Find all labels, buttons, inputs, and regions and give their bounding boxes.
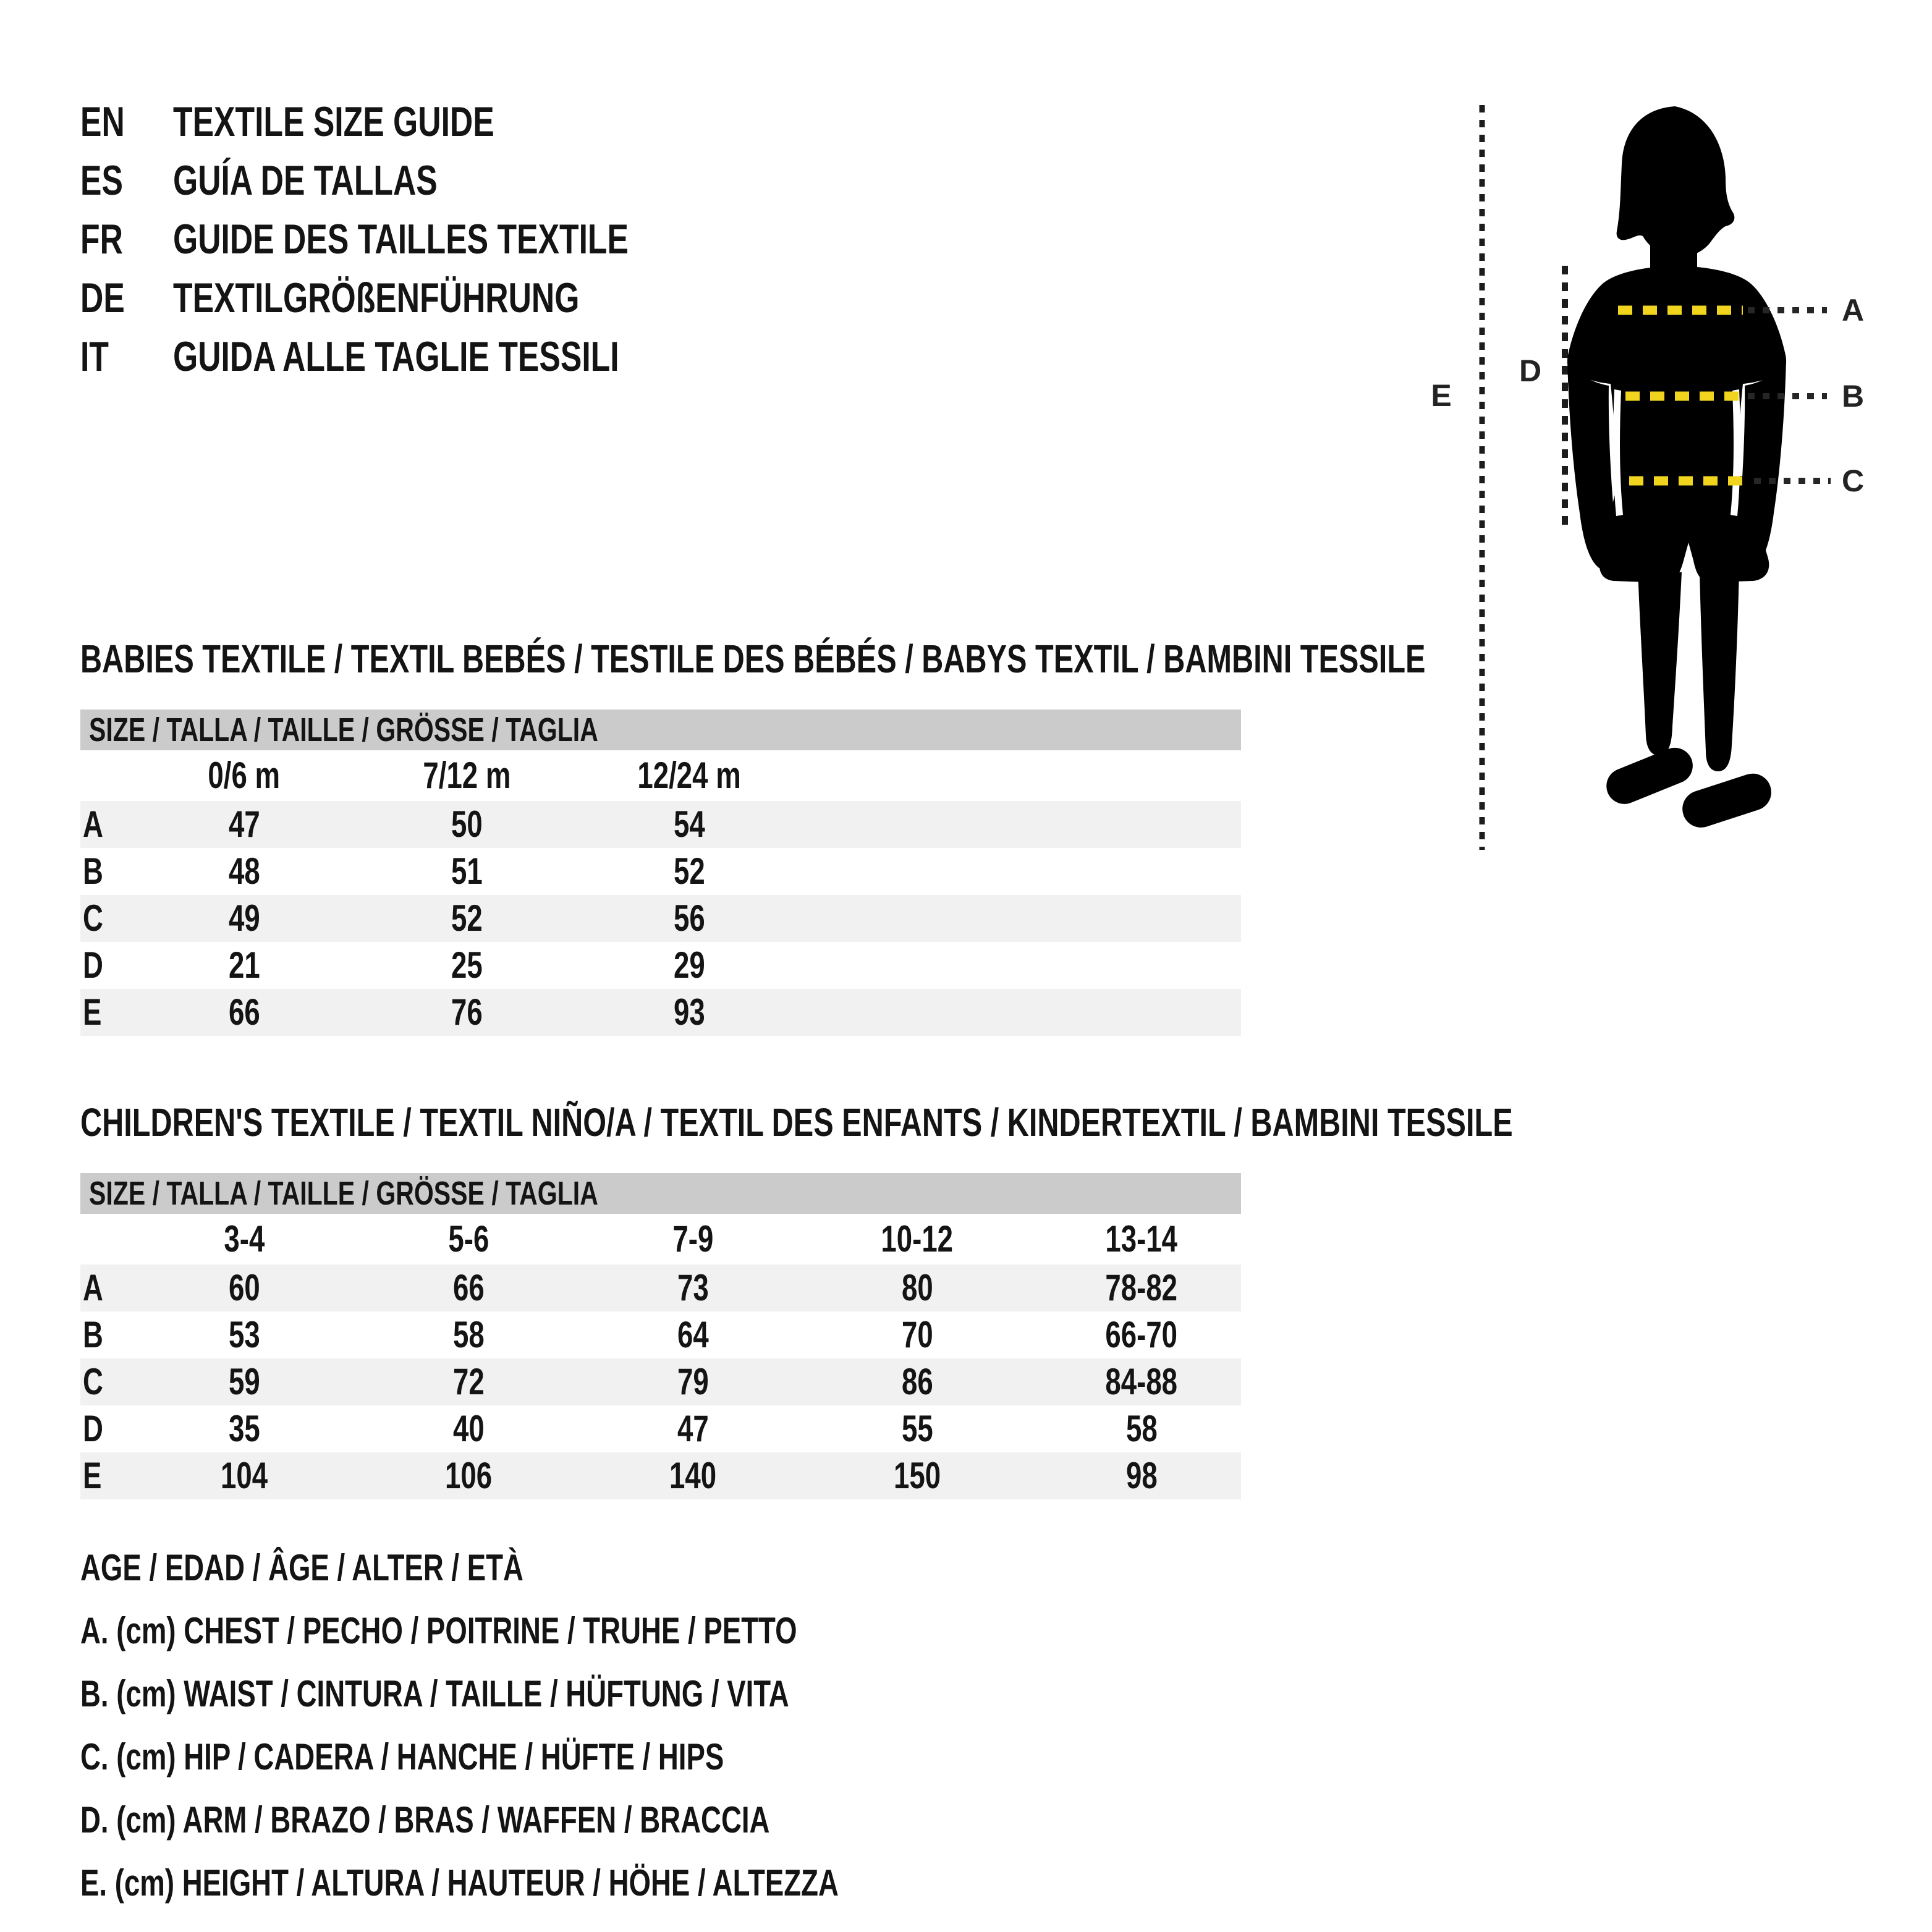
table-cell: 47 <box>228 803 260 845</box>
babies-size-header-band: SIZE / TALLA / TAILLE / GRÖSSE / TAGLIA <box>80 710 1241 750</box>
babies-table <box>80 750 1241 1036</box>
table-cell: 78-82 <box>1105 1267 1178 1308</box>
table-row <box>80 942 1241 989</box>
language-title-fr: GUIDE DES TAILLES TEXTILE <box>173 216 629 263</box>
table-cell: 66 <box>228 991 260 1033</box>
legend-line-chest: A. (cm) CHEST / PECHO / POITRINE / TRUHE / PETTO <box>80 1610 797 1651</box>
children-section-title: CHILDREN'S TEXTILE / TEXTIL NIÑO/A / TEXTIL DES ENFANTS / KINDERTEXTIL / BAMBINI TESSILE <box>80 1100 1513 1145</box>
marker-c-label: C <box>1842 464 1865 498</box>
marker-d-label: D <box>1519 354 1542 388</box>
legend-line-arm: D. (cm) ARM / BRAZO / BRAS / WAFFEN / BRACCIA <box>80 1799 770 1841</box>
table-row <box>80 989 1241 1036</box>
children-size-header-band: SIZE / TALLA / TAILLE / GRÖSSE / TAGLIA <box>80 1173 1241 1214</box>
table-row <box>80 1405 1241 1452</box>
babies-column-header-row <box>80 750 1241 801</box>
table-cell: 66-70 <box>1105 1314 1178 1355</box>
table-cell: 93 <box>673 991 705 1033</box>
children-col-2: 7-9 <box>672 1218 713 1260</box>
children-column-header-row <box>80 1214 1241 1265</box>
table-cell: 72 <box>452 1361 485 1402</box>
table-cell: 52 <box>451 897 483 939</box>
language-title-de: TEXTILGRÖßENFÜHRUNG <box>173 274 580 321</box>
table-cell: 70 <box>901 1314 933 1355</box>
children-table <box>80 1214 1241 1499</box>
row-label: E <box>83 1455 102 1496</box>
table-cell: 84-88 <box>1105 1361 1178 1402</box>
table-cell: 73 <box>677 1267 709 1308</box>
legend-line-waist: B. (cm) WAIST / CINTURA / TAILLE / HÜFTUNG / VITA <box>80 1673 789 1714</box>
measurement-figure <box>1409 80 1932 853</box>
child-silhouette <box>1567 106 1786 833</box>
table-cell: 52 <box>673 850 705 892</box>
table-row <box>80 1265 1241 1311</box>
table-cell: 58 <box>1125 1408 1158 1449</box>
silhouette-neck <box>1650 222 1697 272</box>
language-code-fr: FR <box>80 216 123 263</box>
table-row <box>80 1358 1241 1405</box>
row-label: B <box>83 1314 103 1355</box>
silhouette-back-shoe <box>1677 769 1776 833</box>
table-cell: 51 <box>451 850 483 892</box>
table-cell: 58 <box>452 1314 485 1355</box>
legend-line-hip: C. (cm) HIP / CADERA / HANCHE / HÜFTE / HIPS <box>80 1736 724 1777</box>
table-cell: 66 <box>452 1267 485 1308</box>
table-cell: 49 <box>228 897 260 939</box>
table-cell: 140 <box>669 1455 717 1496</box>
children-col-0: 3-4 <box>224 1218 265 1260</box>
language-title-es: GUÍA DE TALLAS <box>173 157 438 204</box>
table-cell: 35 <box>228 1408 260 1449</box>
table-cell: 80 <box>901 1267 933 1308</box>
language-code-it: IT <box>80 333 109 380</box>
row-label: D <box>83 1408 103 1449</box>
language-code-en: EN <box>80 98 125 145</box>
silhouette-front-shoe <box>1601 742 1698 809</box>
table-row <box>80 1452 1241 1499</box>
marker-e-label: E <box>1431 378 1452 413</box>
table-row <box>80 1311 1241 1358</box>
row-label: E <box>83 991 102 1033</box>
language-code-es: ES <box>80 157 123 204</box>
table-cell: 106 <box>444 1455 493 1496</box>
legend-line-age: AGE / EDAD / ÂGE / ALTER / ETÀ <box>80 1547 523 1588</box>
measurement-legend <box>80 1536 1078 1915</box>
table-cell: 29 <box>673 944 705 986</box>
table-row <box>80 895 1241 942</box>
table-cell: 48 <box>228 850 260 892</box>
table-cell: 59 <box>228 1361 260 1402</box>
language-title-en: TEXTILE SIZE GUIDE <box>173 98 494 145</box>
row-label: C <box>83 897 103 939</box>
babies-col-1: 7/12 m <box>423 755 511 796</box>
table-row <box>80 848 1241 895</box>
babies-col-2: 12/24 m <box>637 755 741 796</box>
table-cell: 21 <box>228 944 260 986</box>
children-col-3: 10-12 <box>881 1218 954 1260</box>
table-cell: 55 <box>901 1408 933 1449</box>
table-cell: 150 <box>893 1455 941 1496</box>
marker-b-label: B <box>1842 379 1865 413</box>
row-label: A <box>83 1267 103 1308</box>
table-cell: 40 <box>452 1408 485 1449</box>
row-label: D <box>83 944 103 986</box>
table-cell: 54 <box>673 803 705 845</box>
children-col-1: 5-6 <box>448 1218 489 1260</box>
row-label: C <box>83 1361 103 1402</box>
table-cell: 98 <box>1125 1455 1158 1496</box>
table-cell: 50 <box>451 803 483 845</box>
table-cell: 60 <box>228 1267 260 1308</box>
silhouette-shorts <box>1599 476 1769 583</box>
babies-section-title: BABIES TEXTILE / TEXTIL BEBÉS / TESTILE DES BÉBÉS / BABYS TEXTIL / BAMBINI TESSILE <box>80 637 1426 681</box>
table-cell: 47 <box>677 1408 709 1449</box>
table-cell: 79 <box>677 1361 709 1402</box>
table-cell: 25 <box>451 944 483 986</box>
row-label: B <box>83 850 103 892</box>
table-row <box>80 801 1241 848</box>
table-cell: 53 <box>228 1314 260 1355</box>
language-code-de: DE <box>80 274 125 321</box>
child-silhouette-diagram <box>1409 80 1932 853</box>
table-cell: 104 <box>220 1455 268 1496</box>
language-title-it: GUIDA ALLE TAGLIE TESSILI <box>173 333 619 380</box>
table-cell: 86 <box>901 1361 933 1402</box>
table-cell: 76 <box>451 991 483 1033</box>
children-col-4: 13-14 <box>1105 1218 1178 1260</box>
legend-line-height: E. (cm) HEIGHT / ALTURA / HAUTEUR / HÖHE / ALTEZZA <box>80 1862 839 1904</box>
babies-col-0: 0/6 m <box>208 755 281 796</box>
row-label: A <box>83 803 103 845</box>
marker-a-label: A <box>1842 293 1865 328</box>
table-cell: 56 <box>673 897 705 939</box>
table-cell: 64 <box>677 1314 709 1355</box>
